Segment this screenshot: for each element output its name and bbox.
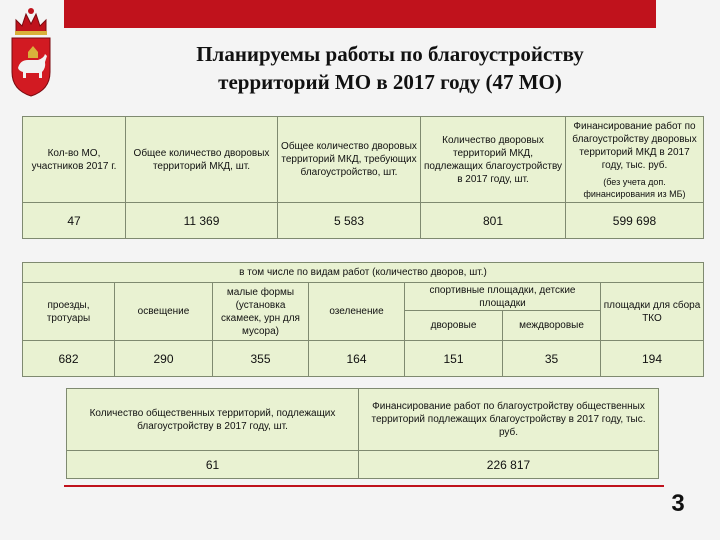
perm-coat-of-arms-icon: [8, 2, 54, 98]
value-tko: 194: [601, 341, 704, 377]
value-yards-planned: 801: [421, 203, 566, 239]
header-sports: спортивные площадки, детские площадки: [405, 283, 601, 311]
work-types-caption: в том числе по видам работ (количество дворов, шт.): [23, 263, 704, 283]
header-participants: Кол-во МО, участников 2017 г.: [23, 117, 126, 203]
title-line-2: территорий МО в 2017 году (47 МО): [218, 70, 562, 94]
value-sports-yard: 151: [405, 341, 503, 377]
footer-divider: [64, 485, 664, 487]
header-roads: проезды, тротуары: [23, 283, 115, 341]
public-territories-table: [66, 388, 659, 479]
value-yards-total: 11 369: [126, 203, 278, 239]
value-small-forms: 355: [213, 341, 309, 377]
work-types-table: [22, 262, 704, 377]
value-greening: 164: [309, 341, 405, 377]
header-yards-need: Общее количество дворовых территорий МКД, требующих благоустройство, шт.: [278, 117, 421, 203]
header-greening: озеленение: [309, 283, 405, 341]
header-yards-total: Общее количество дворовых территорий МКД, шт.: [126, 117, 278, 203]
title-line-1: Планируемы работы по благоустройству: [196, 42, 584, 66]
header-public-financing: Финансирование работ по благоустройству общественных территорий подлежащих благоустройству в 2017 году, тыс. руб.: [359, 389, 659, 451]
value-financing: 599 698: [566, 203, 704, 239]
value-sports-inter: 35: [503, 341, 601, 377]
value-public-financing: 226 817: [359, 451, 659, 479]
financing-label: Финансирование работ по благоустройству дворовых территорий МКД в 2017 году, тыс. руб.: [572, 120, 697, 171]
header-yards-planned: Количество дворовых территорий МКД, подлежащих благоустройству в 2017 году, шт.: [421, 117, 566, 203]
value-yards-need: 5 583: [278, 203, 421, 239]
page-number: 3: [671, 490, 685, 517]
value-participants: 47: [23, 203, 126, 239]
financing-note: (без учета доп. финансирования из МБ): [583, 176, 686, 199]
yards-summary-table: [22, 116, 704, 239]
top-accent-bar: [64, 0, 656, 28]
header-small-forms: малые формы (установка скамеек, урн для мусора): [213, 283, 309, 341]
page-title: [110, 40, 670, 96]
value-roads: 682: [23, 341, 115, 377]
header-public-count: Количество общественных территорий, подлежащих благоустройству в 2017 году, шт.: [67, 389, 359, 451]
header-sports-yard: дворовые: [405, 311, 503, 341]
value-public-count: 61: [67, 451, 359, 479]
header-financing: [566, 117, 704, 203]
header-tko: площадки для сбора ТКО: [601, 283, 704, 341]
value-lighting: 290: [115, 341, 213, 377]
header-sports-inter: междворовые: [503, 311, 601, 341]
header-lighting: освещение: [115, 283, 213, 341]
